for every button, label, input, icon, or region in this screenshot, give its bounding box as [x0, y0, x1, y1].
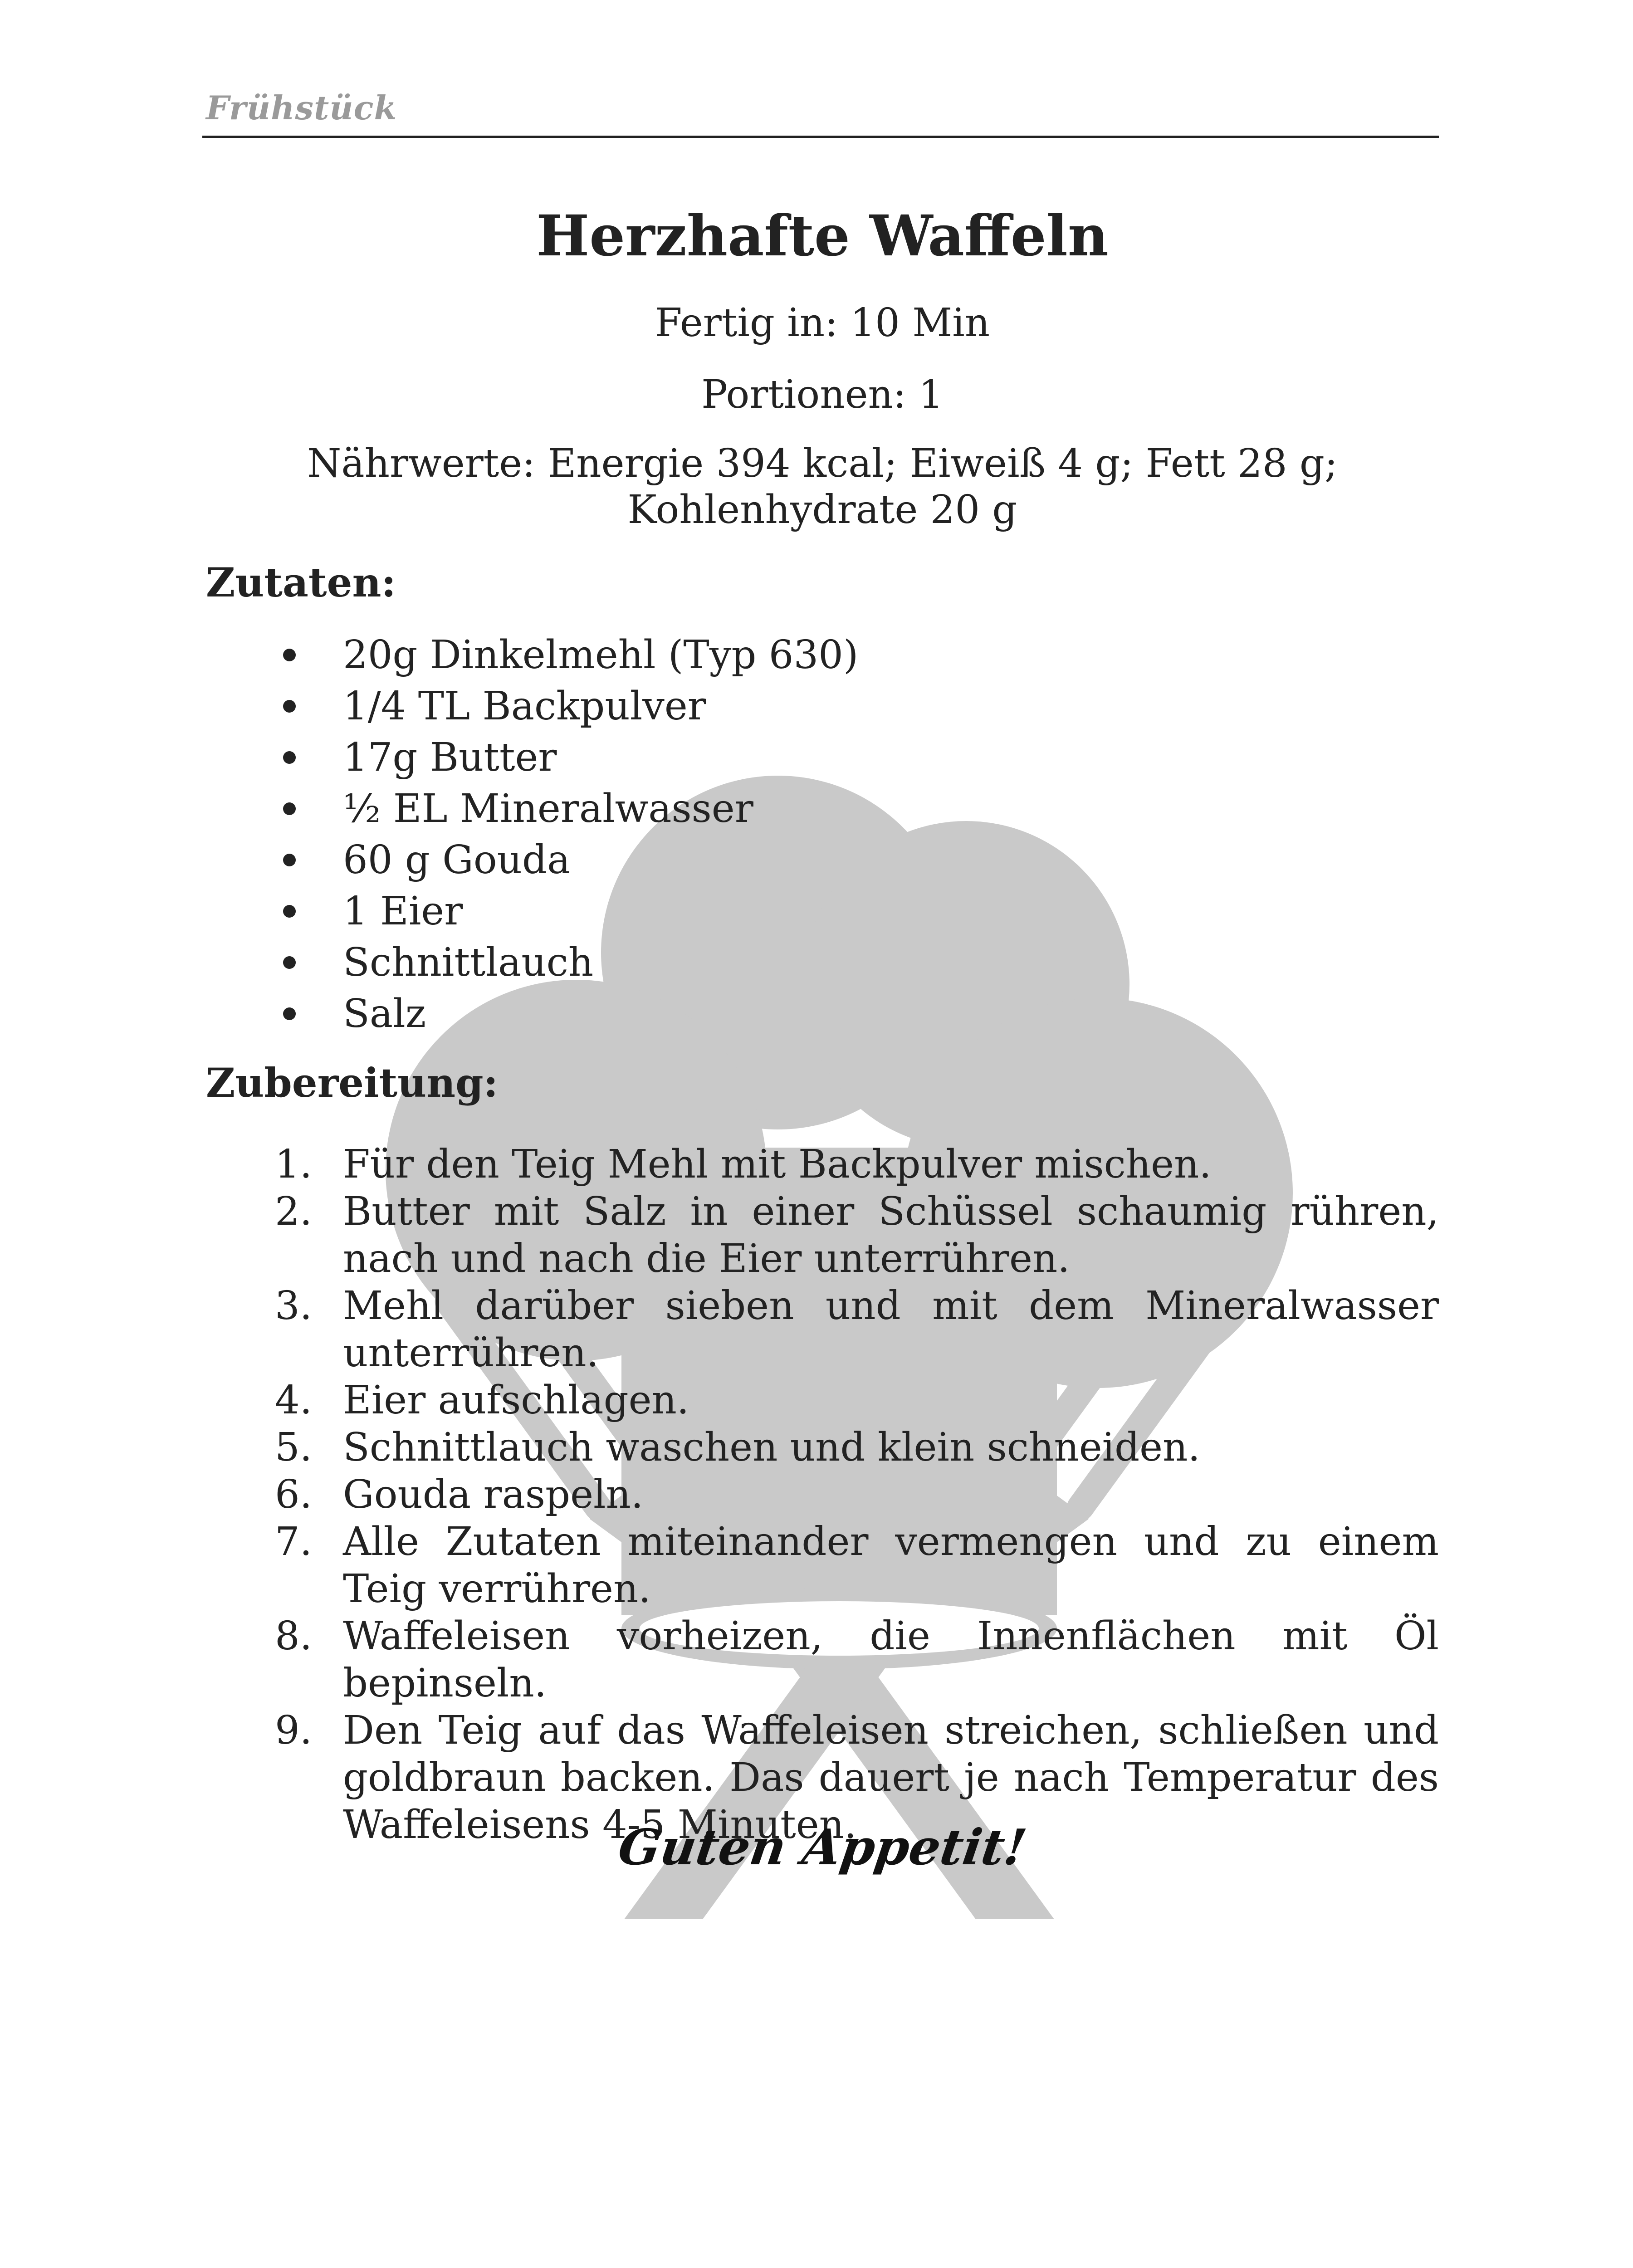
list-item [206, 630, 1439, 681]
list-item [206, 1282, 1439, 1377]
bullet-icon [283, 1007, 296, 1020]
nutrition-line-2: Kohlenhydrate 20 g [627, 487, 1017, 533]
list-item [206, 1471, 1439, 1518]
list-item [206, 1141, 1439, 1188]
step-number: 1. [275, 1142, 313, 1187]
list-item [206, 988, 1439, 1040]
list-item [206, 835, 1439, 886]
list-item [206, 1188, 1439, 1282]
step-text: Für den Teig Mehl mit Backpulver mischen. [343, 1142, 1212, 1187]
step-text: Waffeleisen vorheizen, die Innenflächen mit Öl bepinseln. [343, 1613, 1439, 1706]
ingredient-text: 1 Eier [343, 889, 463, 934]
list-item [206, 886, 1439, 937]
list-item [206, 783, 1439, 835]
step-text: Butter mit Salz in einer Schüssel schaumig rühren, nach und nach die Eier unterrühren. [343, 1189, 1439, 1281]
servings: Portionen: 1 [701, 372, 944, 417]
step-number: 9. [275, 1708, 313, 1753]
bullet-icon [283, 649, 296, 661]
list-item [206, 732, 1439, 783]
recipe-title: Herzhafte Waffeln [536, 203, 1109, 269]
ingredient-text: 20g Dinkelmehl (Typ 630) [343, 632, 859, 678]
step-text: Den Teig auf das Waffeleisen streichen, schließen und goldbraun backen. Das dauert je nach Temperatur des Waffeleisens 4-5 Minuten. [343, 1708, 1439, 1848]
bullet-icon [283, 905, 296, 918]
steps-heading: Zubereitung: [206, 1059, 499, 1106]
ingredients-list [206, 630, 1439, 1040]
step-number: 8. [275, 1613, 313, 1659]
list-item [206, 1377, 1439, 1424]
step-text: Mehl darüber sieben und mit dem Mineralwasser unterrühren. [343, 1283, 1439, 1376]
ingredients-heading: Zutaten: [206, 559, 396, 606]
bullet-icon [283, 802, 296, 815]
step-number: 4. [275, 1378, 313, 1423]
steps-list [206, 1141, 1439, 1848]
step-text: Gouda raspeln. [343, 1472, 644, 1517]
ready-in: Fertig in: 10 Min [655, 300, 990, 346]
list-item [206, 1518, 1439, 1613]
step-number: 3. [275, 1283, 313, 1329]
step-text: Alle Zutaten miteinander vermengen und zu einem Teig verrühren. [343, 1519, 1439, 1612]
bullet-icon [283, 854, 296, 866]
step-number: 5. [275, 1425, 313, 1470]
step-text: Eier aufschlagen. [343, 1378, 689, 1423]
ingredient-text: Schnittlauch [343, 940, 594, 985]
bullet-icon [283, 700, 296, 713]
step-number: 7. [275, 1519, 313, 1564]
step-text: Schnittlauch waschen und klein schneiden. [343, 1425, 1200, 1470]
closing-greeting: Guten Appetit! [615, 1819, 1030, 1876]
ingredient-text: Salz [343, 991, 426, 1036]
list-item [206, 1424, 1439, 1471]
bullet-icon [283, 956, 296, 969]
list-item [206, 681, 1439, 732]
nutrition-line-1: Nährwerte: Energie 394 kcal; Eiweiß 4 g; Fett 28 g; [307, 441, 1338, 486]
bullet-icon [283, 751, 296, 764]
step-number: 6. [275, 1472, 313, 1517]
list-item [206, 937, 1439, 988]
ingredient-text: 1/4 TL Backpulver [343, 684, 706, 729]
list-item [206, 1613, 1439, 1707]
ingredient-text: ½ EL Mineralwasser [343, 786, 753, 831]
ingredient-text: 60 g Gouda [343, 837, 571, 883]
ingredient-text: 17g Butter [343, 735, 557, 780]
running-head: Frühstück [206, 88, 397, 127]
step-number: 2. [275, 1189, 313, 1234]
header-rule [202, 136, 1439, 138]
